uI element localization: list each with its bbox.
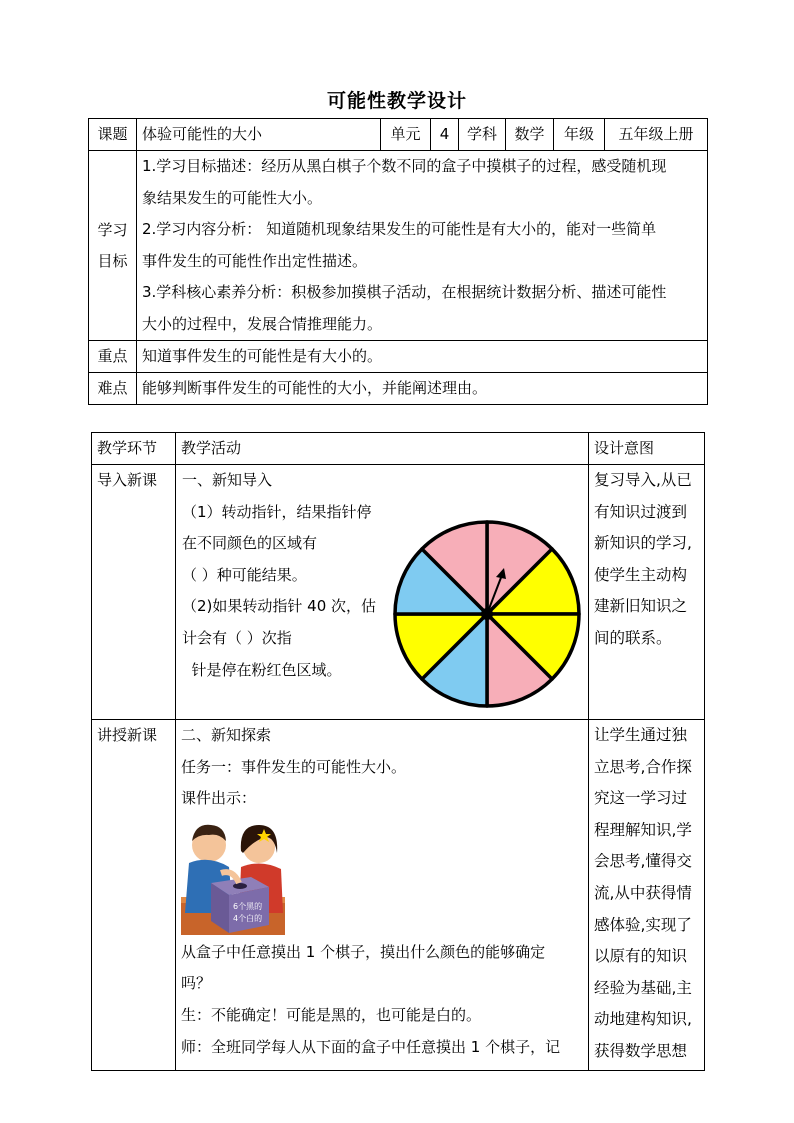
unit-label: 单元 [381, 119, 431, 151]
goals-label [89, 151, 137, 341]
document-title: 可能性教学设计 [326, 90, 467, 112]
activity-line: 一、新知导入 [182, 471, 273, 489]
intent-line: 感体验,实现了 [594, 915, 692, 934]
activity-line: 课件出示： [181, 789, 257, 808]
intent-line: 获得数学思想 [594, 1041, 688, 1060]
intent-line: 有知识过渡到 [594, 502, 688, 521]
pointer-pivot [481, 608, 493, 620]
intent-line: 动地建构知识, [594, 1010, 692, 1029]
header-intent: 设计意图 [589, 433, 705, 465]
intent-line: 新知识的学习, [594, 534, 692, 553]
stage-intro: 导入新课 [92, 465, 176, 720]
goal-line: 事件发生的可能性作出定性描述。 [142, 251, 368, 270]
intent-line: 使学生主动构 [594, 565, 688, 584]
lecture-intent [589, 720, 705, 1071]
box-label-black: 6个黑的 [233, 901, 263, 911]
activity-line: 吗？ [181, 974, 212, 993]
goal-line: 2.学习内容分析： 知道随机现象结果发生的可能性是有大小的，能对一些简单 [142, 220, 657, 238]
subject-value: 数学 [506, 119, 554, 151]
teaching-plan-table [91, 432, 705, 1071]
goals-label-line: 目标 [97, 251, 128, 270]
intent-line: 让学生通过独 [594, 726, 688, 744]
key-point-label: 重点 [89, 341, 137, 373]
topic-value: 体验可能性的大小 [137, 119, 381, 151]
stage-lecture: 讲授新课 [92, 720, 176, 1071]
intent-line: 建新旧知识之 [594, 597, 688, 616]
lecture-activity [176, 720, 589, 1071]
activity-line: 二、新知探索 [181, 726, 272, 744]
difficulty-value: 能够判断事件发生的可能性的大小，并能阐述理由。 [137, 373, 708, 405]
box-label-white: 4个白的 [233, 913, 263, 923]
activity-line: 任务一：事件发生的可能性大小。 [181, 757, 407, 776]
activity-line: 从盒子中任意摸出 1 个棋子，摸出什么颜色的能够确定 [181, 942, 546, 961]
activity-line: 在不同颜色的区域有 [182, 534, 318, 553]
difficulty-label: 难点 [89, 373, 137, 405]
goal-line: 大小的过程中，发展合情推理能力。 [142, 314, 383, 333]
intent-line: 会思考,懂得交 [594, 852, 692, 871]
intent-line: 立思考,合作探 [594, 757, 692, 776]
grade-value: 五年级上册 [605, 119, 708, 151]
intro-intent [589, 465, 705, 720]
spinner-wheel [392, 519, 582, 709]
activity-line: （ ）种可能结果。 [182, 565, 307, 584]
activity-line: 生：不能确定！可能是黑的，也可能是白的。 [181, 1005, 482, 1024]
intent-line: 间的联系。 [594, 628, 672, 647]
subject-label: 学科 [459, 119, 506, 151]
activity-line: 针是停在粉红色区域。 [182, 660, 342, 679]
grade-label: 年级 [554, 119, 605, 151]
key-point-value: 知道事件发生的可能性是有大小的。 [137, 341, 708, 373]
activity-line: （1）转动指针，结果指针停 [182, 502, 372, 521]
goal-line: 3.学科核心素养分析：积极参加摸棋子活动，在根据统计数据分析、描述可能性 [142, 283, 667, 301]
intent-line: 经验为基础,主 [594, 978, 692, 997]
topic-label: 课题 [89, 119, 137, 151]
children-box-illustration [181, 817, 285, 935]
unit-value: 4 [431, 119, 459, 151]
intent-line: 复习导入,从已 [594, 471, 692, 489]
activity-line: 计会有（ ）次指 [182, 628, 292, 647]
header-stage: 教学环节 [92, 433, 176, 465]
header-activity: 教学活动 [176, 433, 589, 465]
intent-line: 程理解知识,学 [594, 820, 692, 839]
goals-content [137, 151, 708, 341]
activity-line: （2)如果转动指针 40 次，估 [182, 597, 377, 616]
goals-label-line: 学习 [97, 220, 128, 239]
intro-activity [176, 465, 589, 720]
goal-line: 象结果发生的可能性大小。 [142, 188, 323, 207]
goal-line: 1.学习目标描述：经历从黑白棋子个数不同的盒子中摸棋子的过程，感受随机现 [142, 157, 667, 175]
course-info-table [88, 118, 708, 405]
activity-line: 师：全班同学每人从下面的盒子中任意摸出 1 个棋子，记 [181, 1037, 561, 1056]
intent-line: 以原有的知识 [594, 947, 688, 966]
intent-line: 究这一学习过 [594, 789, 688, 808]
intent-line: 流,从中获得情 [594, 883, 692, 902]
